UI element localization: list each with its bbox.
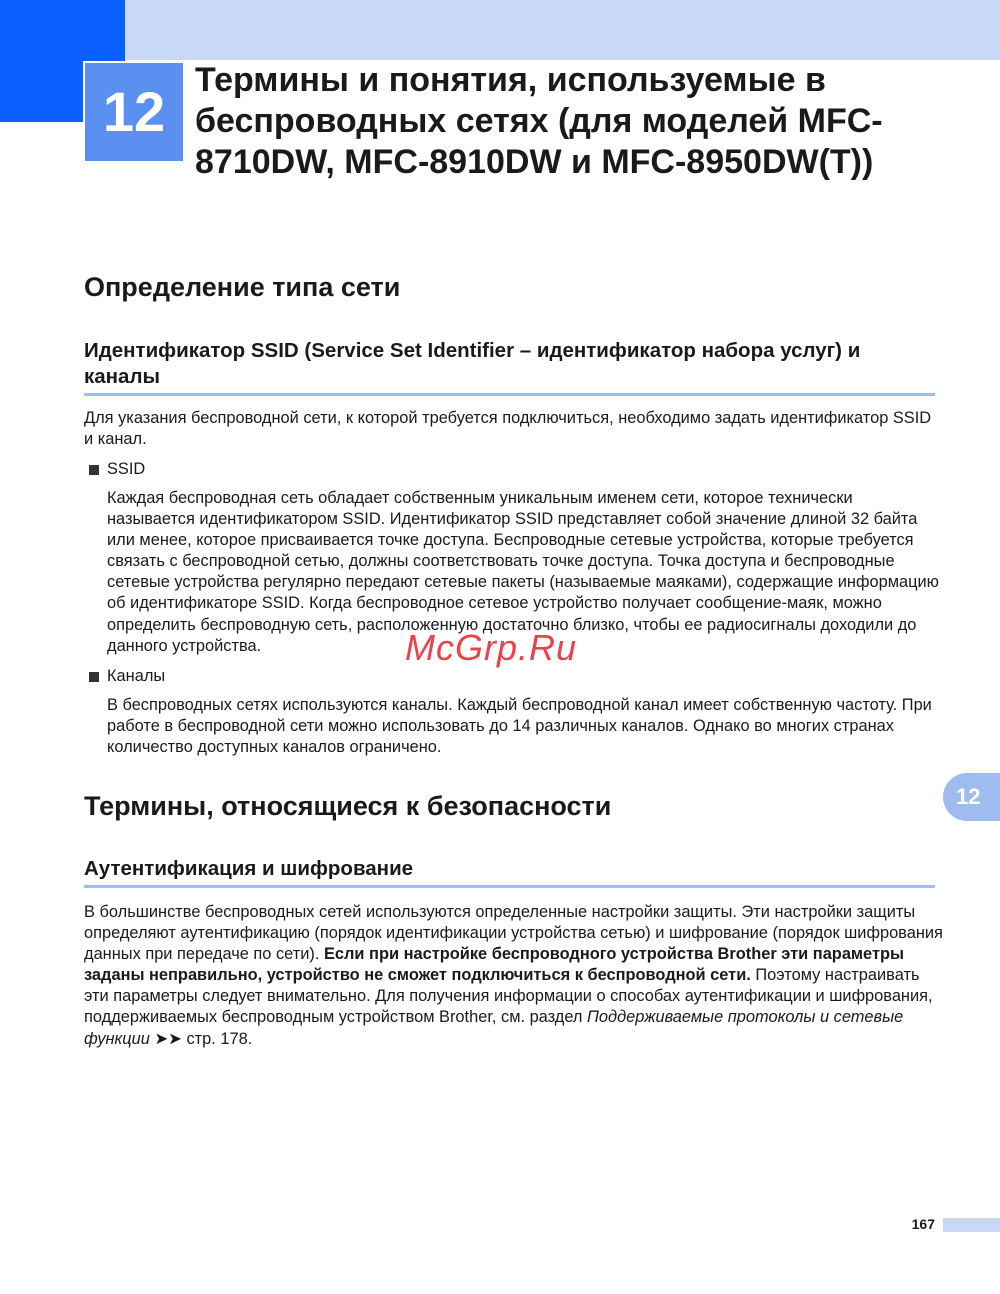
subsection-rule — [84, 885, 935, 888]
subsection-rule — [84, 393, 935, 396]
square-bullet-icon — [89, 465, 99, 475]
subsection-heading-auth-encryption: Аутентификация и шифрование — [84, 857, 414, 880]
section-heading-security: Термины, относящиеся к безопасности — [84, 791, 612, 821]
square-bullet-icon — [89, 672, 99, 682]
watermark: McGrp.Ru — [405, 627, 578, 668]
bullet-ssid — [89, 459, 145, 480]
ssid-paragraph: Каждая беспроводная сеть обладает собственным уникальным именем сети, которое технически называется идентификатором SSID. Идентификатор SSID представляет собой значение длиной 32 байта или менее, которое присваивается точке доступа. Беспроводные сетевые устройства, которые требуется связать с беспроводной сетью, должны соответствовать точке доступа. Точка доступа и беспроводные сетевые устройства регулярно передают сетевые пакеты (называемые маяками), содержащие информацию об идентификаторе SSID. Когда беспроводное сетевое устройство получает сообщение-маяк, можно определить беспроводную сеть, расположенную достаточно близко, чтобы ее радиосигналы доходили до данного устройства. — [107, 489, 939, 655]
subsection-heading-ssid-channels: Идентификатор SSID (Service Set Identifier – идентификатор набора услуг) и каналы — [84, 339, 861, 388]
channels-paragraph: В беспроводных сетях используются каналы. Каждый беспроводной канал имеет собственную частоту. При работе в беспроводной сети можно использовать до 14 различных каналов. Однако во многих странах количество доступных каналов ограничено. — [107, 696, 932, 757]
double-arrow-icon: ➤➤ — [154, 1029, 182, 1048]
intro-paragraph: Для указания беспроводной сети, к которой требуется подключиться, необходимо задать идентификатор SSID и канал. — [84, 409, 932, 449]
chapter-title: Термины и понятия, используемые в беспроводных сетях (для моделей MFC-8710DW, MFC-8910DW и MFC-8950DW(T)) — [195, 61, 883, 181]
page-reference: стр. 178. — [181, 1029, 253, 1048]
page-number-bar — [943, 1218, 1000, 1232]
header-band — [0, 0, 1000, 60]
bullet-channels — [89, 666, 165, 687]
page-number: 167 — [911, 1216, 935, 1232]
cross-reference-link[interactable]: Поддерживаемые протоколы и сетевые функции — [84, 1008, 904, 1048]
chapter-number-box: 12 — [83, 61, 185, 163]
security-text-part2: Поэтому настраивать эти параметры следует внимательно. Для получения информации о способах аутентификации и шифрования, поддерживаемых беспроводным устройством Brother, см. раздел — [84, 966, 933, 1027]
security-paragraph — [84, 902, 944, 1050]
chapter-side-tab: 12 — [943, 773, 1000, 821]
bullet-channels-label: Каналы — [107, 667, 166, 685]
bullet-ssid-label: SSID — [107, 460, 146, 478]
section-heading-network-type: Определение типа сети — [84, 272, 401, 302]
security-warning-bold: Если при настройке беспроводного устройства Brother эти параметры заданы неправильно, устройство не сможет подключиться к беспроводной сети. — [84, 945, 904, 985]
security-text-part1: В большинстве беспроводных сетей используются определенные настройки защиты. Эти настройки защиты определяют аутентификацию (порядок идентификации устройства сетью) и шифрование (порядок шифрования данных при передаче по сети). — [84, 903, 943, 964]
